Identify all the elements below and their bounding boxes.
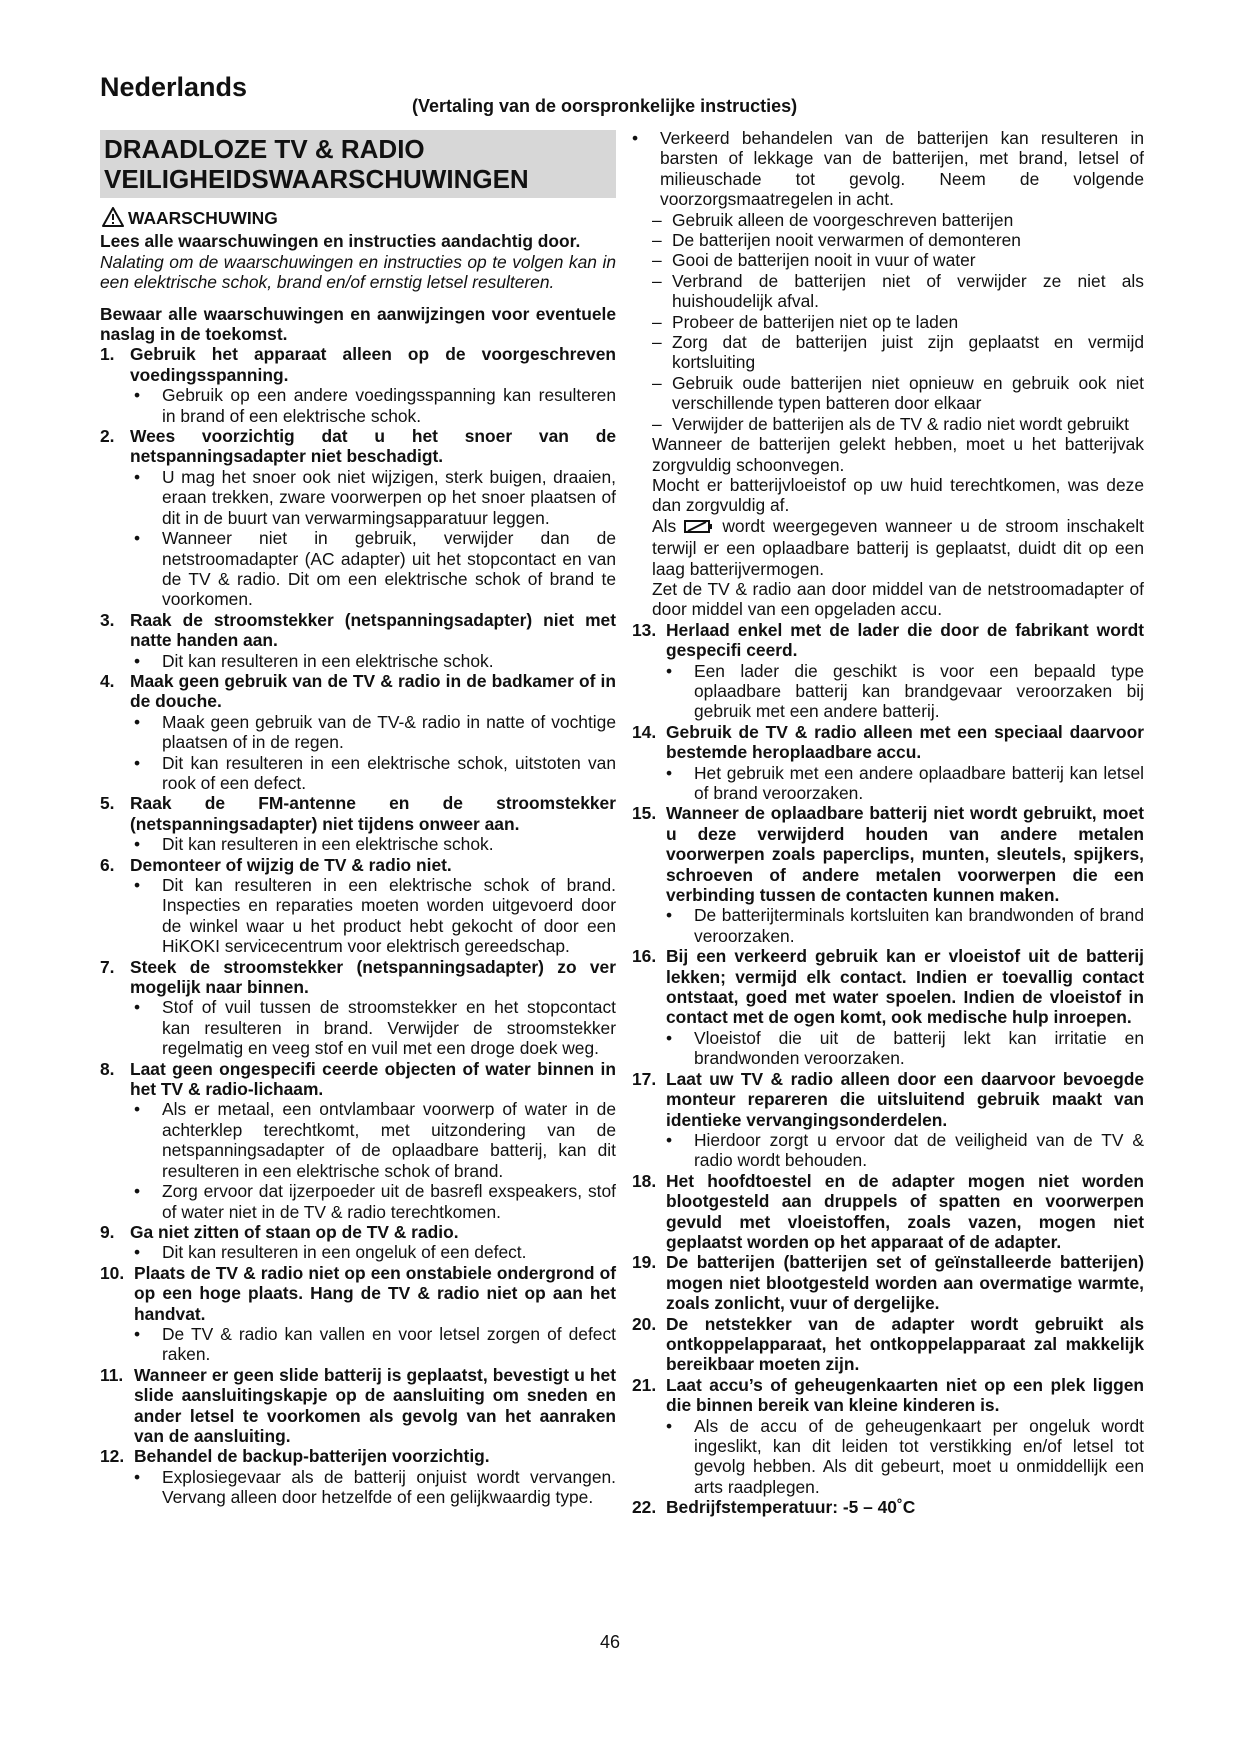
- item-bullet: • Als de accu of de geheugenkaart per ongeluk wordt ingeslikt, kan dit leiden tot verstikking en/of letsel tot gevolg hebben. Als dit gebeurt, moet u onmiddellijk een arts raadplegen.: [666, 1415, 1144, 1497]
- section-title-line-1: DRAADLOZE TV & RADIO: [104, 134, 425, 164]
- item-number: 3.: [100, 609, 115, 630]
- item-number: 22.: [632, 1497, 657, 1518]
- left-column: [100, 130, 616, 1508]
- item-text: Ga niet zitten of staan op de TV & radio.: [130, 1221, 459, 1242]
- safety-item: [100, 957, 616, 998]
- item-text: Behandel de backup-batterijen voorzichtig.: [134, 1446, 490, 1467]
- precaution-text: De batterijen nooit verwarmen of demonteren: [672, 230, 1021, 251]
- safety-item: [100, 610, 616, 651]
- item-text: Laat accu’s of geheugenkaarten niet op een plek liggen die binnen bereik van kleine kinderen is.: [666, 1374, 1144, 1416]
- precaution-dash-item: – Gebruik alleen de voorgeschreven batterijen: [652, 209, 1014, 230]
- intro-bold: Lees alle waarschuwingen en instructies aandachtig door.: [100, 231, 581, 252]
- item-text: Wanneer de oplaadbare batterij niet wordt gebruikt, moet u deze verwijderd houden van andere metalen voorwerpen zoals paperclips, munten, sleutels, spijkers, schroeven of andere metalen voorwerpen die een verbinding tussen de contacten kunnen maken.: [666, 803, 1144, 906]
- item-bullet-text: Dit kan resulteren in een ongeluk of een defect.: [162, 1242, 527, 1263]
- item-bullet: • Dit kan resulteren in een elektrische schok of brand. Inspecties en reparaties moeten worden uitgevoerd door de winkel waar u het product hebt gekocht of door een HiKOKI servicecentrum voor elektrisch gereedschap.: [134, 875, 616, 957]
- item-number: 14.: [632, 721, 657, 742]
- safety-item: [100, 344, 616, 385]
- item-bullet-text: U mag het snoer ook niet wijzigen, sterk buigen, draaien, eraan trekken, zware voorwerpen op het snoer plaatsen of dit in de buurt van verwarmingsapparatuur leggen.: [162, 466, 616, 528]
- item-number: 7.: [100, 956, 115, 977]
- item-text: Raak de stroomstekker (netspanningsadapter) niet met natte handen aan.: [130, 609, 616, 651]
- item-bullet: • Hierdoor zorgt u ervoor dat de veiligheid van de TV & radio wordt behouden.: [666, 1129, 1144, 1171]
- item-text: Gebruik de TV & radio alleen met een speciaal daarvoor bestemde heroplaadbare accu.: [666, 721, 1144, 763]
- item-number: 21.: [632, 1374, 657, 1395]
- item-number: 8.: [100, 1058, 115, 1079]
- item-number: 5.: [100, 793, 115, 814]
- item-number: 16.: [632, 946, 657, 967]
- page-number: 46: [600, 1632, 621, 1652]
- item-text: Bij een verkeerd gebruik kan er vloeistof uit de batterij lekken; vermijd elk contact. Indien er toevallig contact ontstaat, goed met water spoelen. Indien de vloeistof in contact met de ogen komt, ook medische hulp inroepen.: [666, 946, 1144, 1028]
- safety-item: [632, 803, 1144, 905]
- item-bullet: • Dit kan resulteren in een ongeluk of een defect.: [134, 1242, 527, 1263]
- item-bullet: • Dit kan resulteren in een elektrische schok.: [134, 650, 494, 671]
- item-bullet: • Het gebruik met een andere oplaadbare batterij kan letsel of brand veroorzaken.: [666, 762, 1144, 803]
- precaution-dash-item: – Verbrand de batterijen niet of verwijder ze niet als huishoudelijk afval.: [652, 270, 1144, 312]
- item-bullet: • Als er metaal, een ontvlambaar voorwerp of water in de achterklep terechtkomt, met uitzondering van de netspanningsadapter of de oplaadbare batterij, kan dit resulteren in een elektrische schok of brand.: [134, 1099, 616, 1181]
- item-text: Steek de stroomstekker (netspanningsadapter) zo ver mogelijk naar binnen.: [130, 956, 616, 998]
- item-bullet: • Stof of vuil tussen de stroomstekker en het stopcontact kan resulteren in brand. Verwijder de stroomstekker regelmatig en veeg stof en vuil met een droge doek weg.: [134, 997, 616, 1059]
- right-items-list: [632, 620, 1144, 1518]
- safety-item: [632, 1375, 1144, 1416]
- translation-note: (Vertaling van de oorspronkelijke instructies): [412, 96, 798, 116]
- precaution-dash-item: – Gooi de batterijen nooit in vuur of water: [652, 250, 976, 271]
- left-items-list: [100, 344, 616, 1507]
- low-battery-text-pre: Als: [652, 515, 677, 536]
- item-bullet-text: Dit kan resulteren in een elektrische schok.: [162, 834, 494, 855]
- item-bullet-text: Een lader die geschikt is voor een bepaald type oplaadbare batterij kan brandgevaar veroorzaken bij gebruik met een andere batterij.: [694, 660, 1144, 722]
- precaution-text: Verwijder de batterijen als de TV & radio niet wordt gebruikt: [672, 413, 1129, 434]
- item-bullet: • Maak geen gebruik van de TV-& radio in natte of vochtige plaatsen of in de regen.: [134, 711, 616, 753]
- item-bullet-text: Gebruik op een andere voedingsspanning kan resulteren in brand of een elektrische schok.: [162, 385, 616, 426]
- item-bullet-text: Als er metaal, een ontvlambaar voorwerp of water in de achterklep terechtkomt, met uitzondering van de netspanningsadapter of de oplaadbare batterij, kan dit resulteren in een elektrische schok of brand.: [162, 1099, 616, 1181]
- leak-paragraph: Wanneer de batterijen gelekt hebben, moet u het batterijvak zorgvuldig schoonvegen.: [652, 434, 1144, 475]
- item-bullet: • Zorg ervoor dat ijzerpoeder uit de basrefl exspeakers, stof of water niet in de TV & radio terechtkomen.: [134, 1181, 616, 1222]
- item-text: Plaats de TV & radio niet op een onstabiele ondergrond of op een hoge plaats. Hang de TV & radio niet op aan het handvat.: [134, 1262, 616, 1324]
- item-text: Bedrijfstemperatuur: -5 – 40˚C: [666, 1497, 916, 1518]
- safety-item: [632, 620, 1144, 661]
- item-text: Demonteer of wijzig de TV & radio niet.: [130, 854, 452, 875]
- safety-item: [100, 855, 616, 875]
- item-text: Maak geen gebruik van de TV & radio in de badkamer of in de douche.: [130, 670, 616, 712]
- item-bullet-text: Zorg ervoor dat ijzerpoeder uit de basrefl exspeakers, stof of water niet in de TV & radio terechtkomen.: [162, 1181, 616, 1222]
- warning-heading: [100, 207, 616, 231]
- item-number: 9.: [100, 1221, 115, 1242]
- low-battery-paragraph: [632, 516, 1144, 579]
- low-battery-icon: [684, 518, 714, 538]
- precaution-text: Zorg dat de batterijen juist zijn geplaatst en vermijd kortsluiting: [672, 332, 1144, 373]
- precaution-text: Gebruik oude batterijen niet opnieuw en gebruik ook niet verschillende typen batteren door elkaar: [672, 372, 1144, 414]
- item-number: 4.: [100, 670, 115, 691]
- item-bullet-text: Maak geen gebruik van de TV-& radio in natte of vochtige plaatsen of in de regen.: [162, 711, 616, 753]
- item-number: 2.: [100, 426, 115, 447]
- intro-italic: Nalating om de waarschuwingen en instructies op te volgen kan in een elektrische schok, brand en/of ernstig letsel resulteren.: [100, 251, 616, 293]
- item-number: 18.: [632, 1170, 657, 1191]
- item-number: 13.: [632, 619, 657, 640]
- item-text: Het hoofdtoestel en de adapter mogen niet worden blootgesteld aan druppels of spatten en voorwerpen gevuld met vloeistoffen, zoals vazen, mogen niet geplaatst worden op het apparaat of de adapter.: [666, 1170, 1144, 1252]
- item-bullet: • Dit kan resulteren in een elektrische schok, uitstoten van rook of een defect.: [134, 752, 616, 793]
- safety-item: [632, 722, 1144, 763]
- precaution-dash-item: – Zorg dat de batterijen juist zijn geplaatst en vermijd kortsluiting: [652, 332, 1144, 373]
- safety-item: [632, 1171, 1144, 1253]
- warning-triangle-icon: [102, 207, 124, 231]
- item-number: 20.: [632, 1313, 657, 1334]
- precaution-text: Gebruik alleen de voorgeschreven batterijen: [672, 209, 1014, 230]
- item-bullet: • Wanneer niet in gebruik, verwijder dan de netstroomadapter (AC adapter) uit het stopcontact en van de TV & radio. Dit om een elektrische schok of brand te voorkomen.: [134, 528, 616, 610]
- item-number: 11.: [100, 1364, 124, 1385]
- language-heading: Nederlands: [100, 72, 248, 102]
- item-number: 1.: [100, 344, 115, 365]
- skin-paragraph: Mocht er batterijvloeistof op uw huid terechtkomen, was deze dan zorgvuldig af.: [652, 474, 1144, 516]
- item-bullet: • Vloeistof die uit de batterij lekt kan irritatie en brandwonden veroorzaken.: [666, 1027, 1144, 1069]
- safety-item: [632, 1069, 1144, 1130]
- item-bullet: • De TV & radio kan vallen en voor letsel zorgen of defect raken.: [134, 1323, 616, 1365]
- item-bullet-text: Stof of vuil tussen de stroomstekker en het stopcontact kan resulteren in brand. Verwijder de stroomstekker regelmatig en veeg stof en vuil met een droge doek weg.: [162, 997, 616, 1059]
- item-text: Raak de FM-antenne en de stroomstekker (netspanningsadapter) niet tijdens onweer aan.: [130, 793, 616, 834]
- item-text: Laat geen ongespecifi ceerde objecten of water binnen in het TV & radio-lichaam.: [130, 1058, 616, 1100]
- item-bullet: • Dit kan resulteren in een elektrische schok.: [134, 834, 494, 855]
- warning-label: WAARSCHUWING: [128, 208, 278, 228]
- item-text: Wees voorzichtig dat u het snoer van de netspanningsadapter niet beschadigt.: [130, 426, 616, 467]
- item-number: 17.: [632, 1068, 657, 1089]
- battery-handling-bullet: • Verkeerd behandelen van de batterijen kan resulteren in barsten of lekkage van de batterijen, met brand, letsel of milieuschade tot gevolg. Neem de volgende voorzorgsmaatregelen in acht.: [632, 128, 1144, 210]
- item-bullet-text: Wanneer niet in gebruik, verwijder dan de netstroomadapter (AC adapter) uit het stopcontact en van de TV & radio. Dit om een elektrische schok of brand te voorkomen.: [162, 528, 616, 610]
- section-title-line-2: VEILIGHEIDSWAARSCHUWINGEN: [104, 164, 529, 194]
- item-number: 12.: [100, 1446, 125, 1467]
- safety-item: [100, 1446, 616, 1466]
- item-bullet-text: Dit kan resulteren in een elektrische schok.: [162, 650, 494, 671]
- item-text: De netstekker van de adapter wordt gebruikt als ontkoppelapparaat, het ontkoppelapparaat zal makkelijk bereikbaar moeten zijn.: [666, 1313, 1144, 1375]
- item-bullet: • Explosiegevaar als de batterij onjuist wordt vervangen. Vervang alleen door hetzelfde of een gelijkwaardig type.: [134, 1466, 616, 1508]
- item-bullet: • Een lader die geschikt is voor een bepaald type oplaadbare batterij kan brandgevaar veroorzaken bij gebruik met een andere batterij.: [666, 660, 1144, 722]
- safety-item: [100, 426, 616, 467]
- safety-item: [632, 1314, 1144, 1375]
- safety-item: [632, 1252, 1144, 1313]
- safety-item: [100, 671, 616, 712]
- item-number: 15.: [632, 803, 657, 824]
- item-bullet-text: De TV & radio kan vallen en voor letsel zorgen of defect raken.: [162, 1323, 616, 1365]
- item-text: De batterijen (batterijen set of geïnstalleerde batterijen) mogen niet blootgesteld worden aan overmatige warmte, zoals zonlicht, vuur of dergelijke.: [666, 1252, 1144, 1314]
- item-bullet-text: Hierdoor zorgt u ervoor dat de veiligheid van de TV & radio wordt behouden.: [694, 1129, 1144, 1171]
- item-bullet: • U mag het snoer ook niet wijzigen, sterk buigen, draaien, eraan trekken, zware voorwerpen op het snoer plaatsen of dit in de buurt van verwarmingsapparatuur leggen.: [134, 466, 616, 528]
- low-battery-text-post: wordt weergegeven wanneer u de stroom inschakelt terwijl er een oplaadbare batterij is geplaatst, duidt dit op een laag batterijvermogen.: [652, 515, 1144, 579]
- item-text: Herlaad enkel met de lader die door de fabrikant wordt gespecifi ceerd.: [666, 619, 1144, 661]
- item-text: Laat uw TV & radio alleen door een daarvoor bevoegde monteur repareren die uitsluitend gebruik maakt van identieke vervangingsonderdelen.: [666, 1068, 1144, 1130]
- item-bullet-text: Als de accu of de geheugenkaart per ongeluk wordt ingeslikt, kan dit leiden tot verstikking en/of letsel tot gevolg hebben. Als dit gebeurt, moet u onmiddellijk een arts raadplegen.: [694, 1415, 1144, 1497]
- precaution-text: Probeer de batterijen niet op te laden: [672, 311, 959, 332]
- section-title-box: [100, 130, 616, 198]
- safety-item: [100, 1222, 616, 1242]
- item-bullet: • De batterijterminals kortsluiten kan brandwonden of brand veroorzaken.: [666, 905, 1144, 946]
- item-text: Wanneer er geen slide batterij is geplaatst, bevestigt u het slide aansluitingskapje op de aansluiting om sneden en ander letsel te voorkomen als gevolg van het aanraken van de aansluiting.: [134, 1364, 616, 1446]
- item-number: 10.: [100, 1262, 125, 1283]
- power-paragraph: Zet de TV & radio aan door middel van de netstroomadapter of door middel van een opgeladen accu.: [652, 578, 1144, 620]
- precaution-dash-item: – Probeer de batterijen niet op te laden: [652, 311, 959, 332]
- item-bullet-text: Het gebruik met een andere oplaadbare batterij kan letsel of brand veroorzaken.: [694, 762, 1144, 803]
- safety-item: [100, 1059, 616, 1100]
- item-bullet-text: Explosiegevaar als de batterij onjuist wordt vervangen. Vervang alleen door hetzelfde of een gelijkwaardig type.: [162, 1466, 616, 1508]
- safety-item: [632, 1497, 1144, 1517]
- item-number: 19.: [632, 1252, 657, 1273]
- precaution-dash-item: – De batterijen nooit verwarmen of demonteren: [652, 230, 1021, 251]
- safety-item: [100, 1263, 616, 1324]
- precaution-text: Gooi de batterijen nooit in vuur of water: [672, 250, 976, 271]
- item-text: Gebruik het apparaat alleen op de voorgeschreven voedingsspanning.: [130, 344, 616, 385]
- item-bullet-text: Vloeistof die uit de batterij lekt kan irritatie en brandwonden veroorzaken.: [694, 1027, 1144, 1069]
- item-bullet-text: Dit kan resulteren in een elektrische schok, uitstoten van rook of een defect.: [162, 752, 616, 793]
- battery-handling-text: Verkeerd behandelen van de batterijen kan resulteren in barsten of lekkage van de batterijen, met brand, letsel of milieuschade tot gevolg. Neem de volgende voorzorgsmaatregelen in acht.: [660, 128, 1144, 210]
- safety-item: [100, 793, 616, 834]
- battery-precautions-list: [632, 210, 1144, 434]
- right-column: [632, 128, 1144, 1518]
- item-number: 6.: [100, 854, 115, 875]
- precaution-dash-item: – Verwijder de batterijen als de TV & radio niet wordt gebruikt: [652, 413, 1129, 434]
- safety-item: [632, 946, 1144, 1028]
- precaution-text: Verbrand de batterijen niet of verwijder ze niet als huishoudelijk afval.: [672, 270, 1144, 312]
- safety-item: [100, 1365, 616, 1447]
- item-bullet-text: De batterijterminals kortsluiten kan brandwonden of brand veroorzaken.: [694, 905, 1144, 946]
- item-bullet: • Gebruik op een andere voedingsspanning kan resulteren in brand of een elektrische schok.: [134, 385, 616, 426]
- precaution-dash-item: – Gebruik oude batterijen niet opnieuw en gebruik ook niet verschillende typen batteren door elkaar: [652, 372, 1144, 414]
- keep-note: Bewaar alle waarschuwingen en aanwijzingen voor eventuele naslag in de toekomst.: [100, 303, 616, 345]
- item-bullet-text: Dit kan resulteren in een elektrische schok of brand. Inspecties en reparaties moeten worden uitgevoerd door de winkel waar u het product hebt gekocht of door een HiKOKI servicecentrum voor elektrisch gereedschap.: [162, 875, 616, 957]
